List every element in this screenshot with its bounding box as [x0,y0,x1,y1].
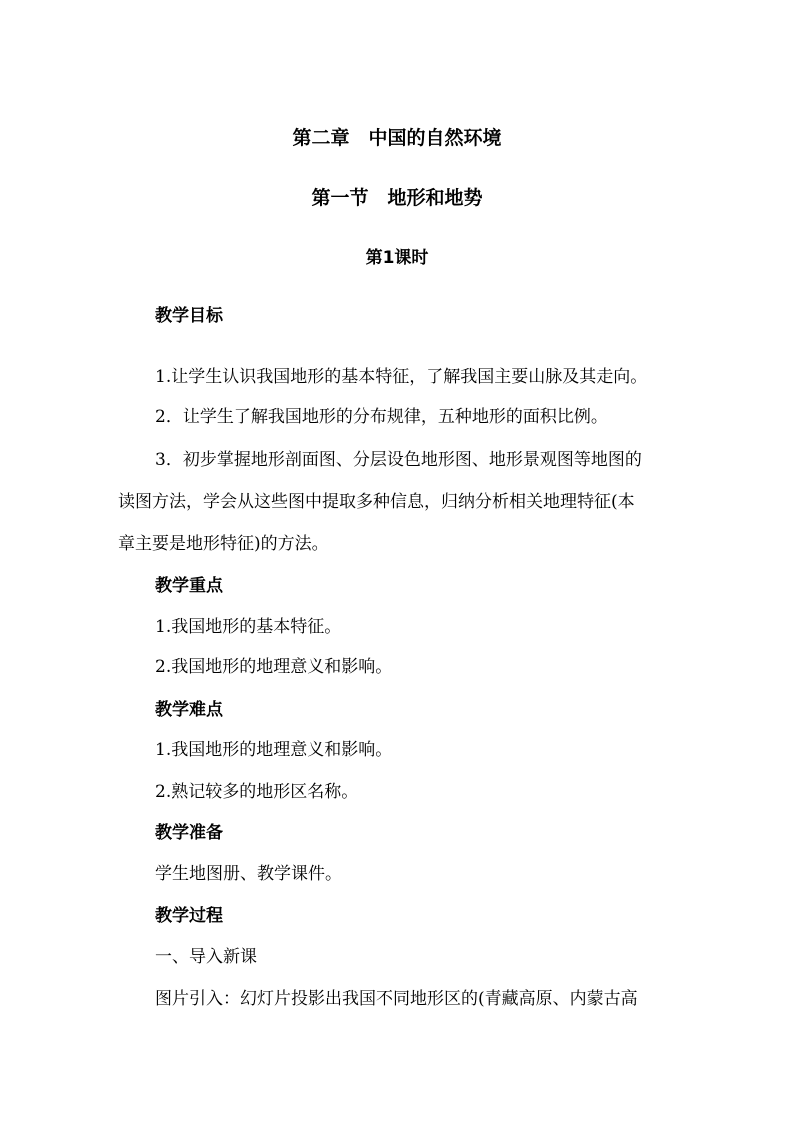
process-step-1: 一、导入新课 [155,947,257,967]
chapter-title: 第二章 中国的自然环境 [292,127,502,149]
difficulties-heading: 教学难点 [155,700,223,720]
key-points-heading: 教学重点 [155,576,223,596]
process-heading: 教学过程 [155,906,223,926]
objective-3-continued: 读图方法，学会从这些图中提取多种信息，归纳分析相关地理特征(本 [118,492,635,512]
process-text: 图片引入：幻灯片投影出我国不同地形区的(青藏高原、内蒙古高 [155,989,638,1009]
key-point-2: 2.我国地形的地理意义和影响。 [155,657,393,677]
objective-2: 2．让学生了解我国地形的分布规律，五种地形的面积比例。 [155,407,608,427]
objective-3: 3．初步掌握地形剖面图、分层设色地形图、地形景观图等地图的 [155,450,642,470]
difficulty-1: 1.我国地形的地理意义和影响。 [155,740,393,760]
objective-3-end: 章主要是地形特征)的方法。 [118,534,329,554]
preparation-heading: 教学准备 [155,823,223,843]
section-title: 第一节 地形和地势 [311,187,483,209]
preparation-text: 学生地图册、教学课件。 [155,864,342,884]
lesson-title: 第1课时 [365,248,429,268]
key-point-1: 1.我国地形的基本特征。 [155,617,342,637]
objective-1: 1.让学生认识我国地形的基本特征，了解我国主要山脉及其走向。 [155,367,648,387]
difficulty-2: 2.熟记较多的地形区名称。 [155,782,359,802]
objectives-heading: 教学目标 [155,306,223,326]
